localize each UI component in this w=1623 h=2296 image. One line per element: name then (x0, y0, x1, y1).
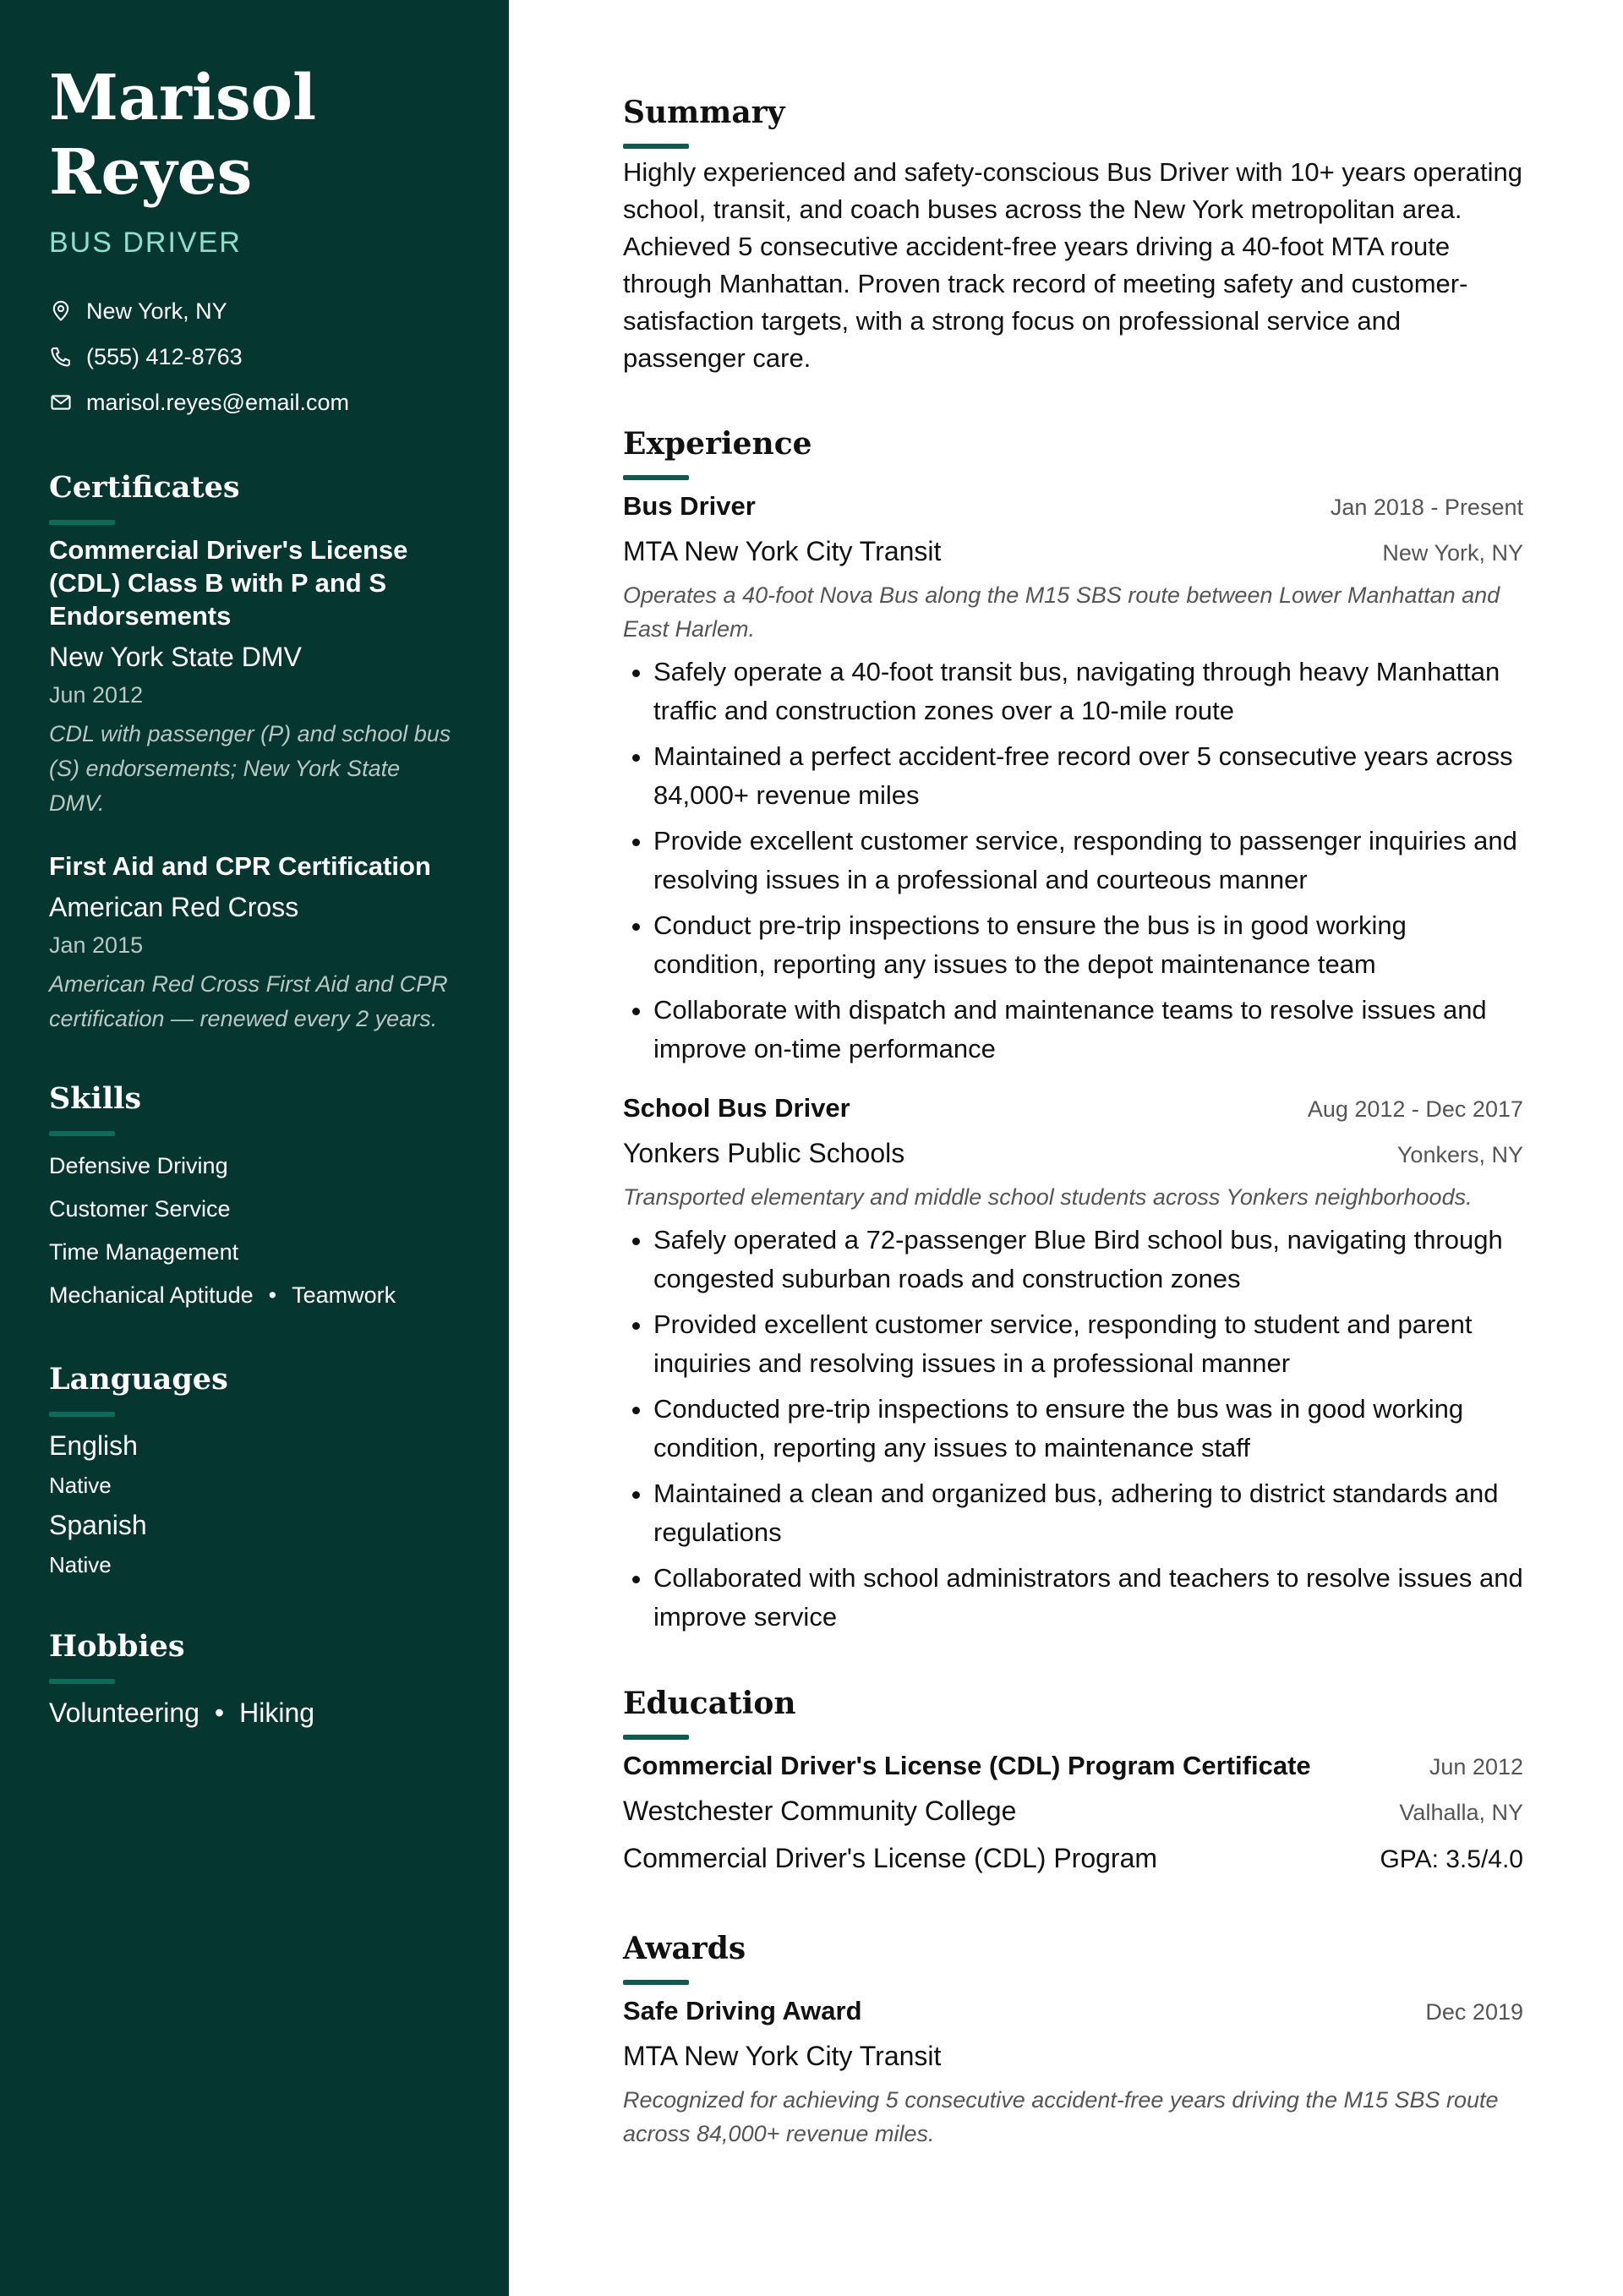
job-entry (623, 485, 1523, 1069)
main-content (509, 0, 1623, 2296)
education-location: Valhalla, NY (1399, 1800, 1523, 1825)
job-employer: MTA New York City Transit (623, 536, 942, 566)
contact-email (49, 380, 460, 425)
heading-underline (623, 1980, 689, 1985)
heading-underline (623, 1735, 689, 1740)
email-icon (49, 391, 73, 414)
award-description: Recognized for achieving 5 consecutive accident-free years driving the M15 SBS route across 84,000+ revenue miles. (623, 2087, 1499, 2146)
education-program-row (623, 1834, 1523, 1882)
summary-section (623, 93, 1523, 377)
last-name: Reyes (49, 136, 253, 209)
languages-heading: Languages (49, 1362, 228, 1397)
job-description: Transported elementary and middle school students across Yonkers neighborhoods. (623, 1184, 1473, 1210)
first-name: Marisol (49, 62, 317, 134)
phone-text: (555) 412-8763 (86, 343, 243, 369)
education-degree: Commercial Driver's License (CDL) Program Certificate (623, 1751, 1311, 1780)
certificate-issuer: American Red Cross (49, 892, 299, 922)
separator-dot: • (268, 1282, 277, 1308)
education-school-row (623, 1787, 1523, 1834)
certificate-date: Jun 2012 (49, 682, 144, 708)
certificates-heading: Certificates (49, 470, 240, 505)
awards-section (623, 1929, 1523, 2151)
contact-info (49, 288, 460, 425)
job-org-row (623, 1129, 1523, 1177)
education-section (623, 1684, 1523, 1882)
summary-text: Highly experienced and safety-conscious Bus Driver with 10+ years operating school, transit, and coach buses across the New York metropolitan area. Achieved 5 consecutive accident-free years driving a 40-foot MTA route through Manhattan. Proven track record of meeting safety and customer-satisfaction targets, with a strong focus on professional service and passenger care. (623, 157, 1523, 373)
skill-item: Customer Service (49, 1196, 231, 1222)
certificate-name: First Aid and CPR Certification (49, 851, 431, 881)
skill-item: Time Management (49, 1239, 239, 1265)
experience-section (623, 424, 1523, 1637)
certificate-description: American Red Cross First Aid and CPR certification — renewed every 2 years. (49, 971, 448, 1031)
education-school: Westchester Community College (623, 1796, 1017, 1826)
language-level: Native (49, 1552, 112, 1577)
bullet-item: • Collaborate with dispatch and maintenance teams to resolve issues and improve on-time performance (653, 991, 1523, 1069)
email-text: marisol.reyes@email.com (86, 389, 349, 415)
job-entry (623, 1087, 1523, 1637)
job-employer: Yonkers Public Schools (623, 1138, 905, 1168)
bullet-item: • Conduct pre-trip inspections to ensure the bus is in good working condition, reporting any issues to the depot maintenance team (653, 906, 1523, 984)
hobbies-section (49, 1628, 460, 1733)
job-header (623, 485, 1523, 528)
summary-heading: Summary (623, 95, 785, 130)
bullet-item: • Conducted pre-trip inspections to ensure the bus was in good working condition, reporting any issues to maintenance staff (653, 1390, 1523, 1468)
hobby-item: Volunteering (49, 1697, 199, 1728)
skill-row (49, 1274, 460, 1317)
bullet-item: • Provide excellent customer service, responding to passenger inquiries and resolving issues in a professional and courteous manner (653, 822, 1523, 899)
job-header (623, 1087, 1523, 1129)
certificate-issuer: New York State DMV (49, 642, 302, 672)
award-issuer: MTA New York City Transit (623, 2041, 942, 2071)
language-name: Spanish (49, 1510, 147, 1540)
certificate-date: Jan 2015 (49, 932, 144, 958)
job-bullets (623, 1221, 1523, 1637)
awards-heading: Awards (623, 1931, 746, 1966)
contact-location (49, 288, 460, 334)
contact-phone (49, 334, 460, 380)
heading-underline (49, 1679, 115, 1684)
skill-item: Defensive Driving (49, 1153, 228, 1178)
heading-underline (49, 1412, 115, 1417)
skills-heading: Skills (49, 1081, 142, 1116)
job-location: Yonkers, NY (1396, 1142, 1523, 1167)
award-date: Dec 2019 (1425, 1999, 1523, 2025)
location-text: New York, NY (86, 298, 227, 324)
experience-heading: Experience (623, 426, 812, 462)
heading-underline (49, 1131, 115, 1136)
language-name: English (49, 1430, 138, 1461)
languages-section (49, 1361, 460, 1584)
location-pin-icon (49, 299, 73, 323)
candidate-name (49, 61, 460, 210)
award-header (623, 1990, 1523, 2032)
certificate-item (49, 533, 460, 821)
certificate-name: Commercial Driver's License (CDL) Class B with P and S Endorsements (49, 535, 408, 631)
education-program: Commercial Driver's License (CDL) Program (623, 1843, 1158, 1873)
heading-underline (49, 520, 115, 525)
job-role: Bus Driver (623, 491, 756, 521)
education-heading: Education (623, 1686, 796, 1721)
bullet-item: • Collaborated with school administrators and teachers to resolve issues and improve service (653, 1559, 1523, 1637)
certificate-description: CDL with passenger (P) and school bus (S) endorsements; New York State DMV. (49, 721, 451, 816)
bullet-item: • Provided excellent customer service, responding to student and parent inquiries and resolving issues in a professional manner (653, 1305, 1523, 1383)
certificates-section (49, 469, 460, 1036)
job-bullets (623, 653, 1523, 1069)
education-date: Jun 2012 (1429, 1754, 1523, 1779)
award-title: Safe Driving Award (623, 1996, 862, 2025)
separator-dot: • (214, 1697, 225, 1728)
bullet-item: • Maintained a perfect accident-free record over 5 consecutive years across 84,000+ revenue miles (653, 737, 1523, 815)
job-dates: Aug 2012 - Dec 2017 (1307, 1096, 1523, 1122)
bullet-item: • Safely operated a 72-passenger Blue Bird school bus, navigating through congested suburban roads and construction zones (653, 1221, 1523, 1298)
bullet-item: • Maintained a clean and organized bus, adhering to district standards and regulations (653, 1474, 1523, 1552)
bullet-item: • Safely operate a 40-foot transit bus, navigating through heavy Manhattan traffic and construction zones over a 10-mile route (653, 653, 1523, 730)
job-org-row (623, 528, 1523, 575)
hobbies-list (49, 1692, 460, 1733)
skill-item: Mechanical Aptitude (49, 1282, 254, 1308)
hobbies-heading: Hobbies (49, 1629, 185, 1664)
skills-section (49, 1080, 460, 1317)
phone-icon (49, 345, 73, 369)
certificate-item (49, 850, 460, 1036)
job-description: Operates a 40-foot Nova Bus along the M15 SBS route between Lower Manhattan and East Harlem. (623, 582, 1500, 642)
hobby-item: Hiking (239, 1697, 315, 1728)
heading-underline (623, 475, 689, 480)
job-dates: Jan 2018 - Present (1330, 495, 1523, 520)
job-title: BUS DRIVER (49, 227, 242, 259)
job-role: School Bus Driver (623, 1093, 850, 1123)
job-location: New York, NY (1382, 540, 1523, 566)
skill-item: Teamwork (292, 1282, 396, 1308)
sidebar (0, 0, 509, 2296)
heading-underline (623, 144, 689, 149)
education-gpa: GPA: 3.5/4.0 (1380, 1845, 1523, 1873)
language-level: Native (49, 1473, 112, 1498)
education-header (623, 1745, 1523, 1787)
